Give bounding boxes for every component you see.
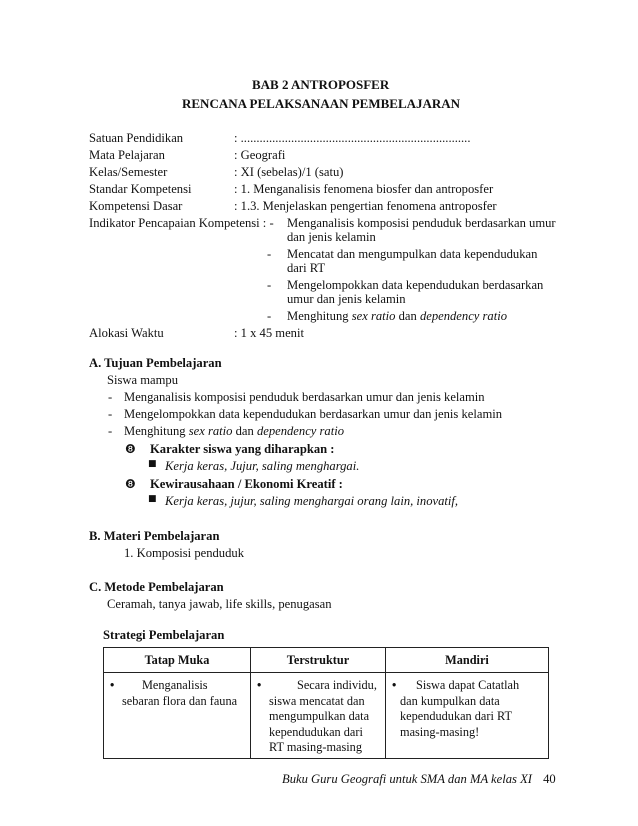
column-header: Tatap Muka (104, 648, 251, 673)
cell-line: dan kumpulkan data (400, 693, 500, 708)
indicator-item: Menganalisis komposisi penduduk berdasarkan umur (287, 216, 556, 230)
cell-line: mengumpulkan data (269, 709, 370, 723)
section-b-heading: B. Materi Pembelajaran (89, 529, 220, 543)
table-cell (251, 673, 386, 759)
page-footer (282, 772, 556, 787)
identity-value: : 1.3. Menjelaskan pengertian fenomena antroposfer (234, 199, 497, 213)
character-detail: Kerja keras, Jujur, saling menghargai. (165, 459, 360, 473)
column-header: Mandiri (386, 648, 549, 673)
identity-value: : XI (sebelas)/1 (satu) (234, 165, 344, 179)
footer-text: Buku Guru Geografi untuk SMA dan MA kelas XI (282, 772, 532, 786)
dash-bullet: - (267, 247, 272, 261)
section-a-intro: Siswa mampu (107, 373, 179, 387)
identity-value: : ......................................................................... (234, 131, 471, 145)
identity-value: : 1. Menganalisis fenomena biosfer dan antroposfer (234, 182, 494, 196)
character-heading: Karakter siswa yang diharapkan : (150, 442, 335, 456)
table-header-row (104, 648, 549, 673)
marker-icon: ❽ (125, 442, 136, 456)
dash-bullet: - (108, 424, 113, 438)
marker-icon: ❽ (125, 477, 136, 491)
table-cell (104, 673, 251, 759)
strategy-heading: Strategi Pembelajaran (103, 628, 225, 642)
cell-line: Secara individu, (297, 678, 377, 692)
allocation-label: Alokasi Waktu (89, 326, 164, 340)
cell-line: Siswa dapat Catatlah (416, 678, 520, 692)
allocation-value: : 1 x 45 menit (234, 326, 304, 340)
dash-bullet: - (267, 309, 272, 323)
cell-line: sebaran flora dan fauna (122, 693, 238, 708)
identity-label: Kompetensi Dasar (89, 199, 183, 213)
objective-item: Menganalisis komposisi penduduk berdasarkan umur dan jenis kelamin (124, 390, 485, 404)
identity-label: Mata Pelajaran (89, 148, 165, 162)
section-c-text: Ceramah, tanya jawab, life skills, penugasan (107, 597, 332, 611)
strategy-table (103, 647, 549, 759)
cell-line: Menganalisis (142, 678, 208, 692)
cell-line: RT masing-masing (269, 740, 362, 754)
cell-line: kependudukan dari RT (400, 709, 512, 723)
table-row (104, 673, 549, 759)
identity-value: : Geografi (234, 148, 286, 162)
table-cell (386, 673, 549, 759)
square-bullet-icon: ■ (148, 459, 157, 469)
page-title: RENCANA PELAKSANAAN PEMBELAJARAN (182, 96, 461, 111)
chapter-title: BAB 2 ANTROPOSFER (252, 77, 390, 92)
column-header: Terstruktur (251, 648, 386, 673)
entrepreneur-detail: Kerja keras, jujur, saling menghargai orang lain, inovatif, (165, 494, 459, 508)
identity-label: Kelas/Semester (89, 165, 168, 179)
section-c-heading: C. Metode Pembelajaran (89, 580, 224, 594)
bullet-icon: • (110, 678, 115, 692)
dash-bullet: - (108, 407, 113, 421)
indicator-item: Mengelompokkan data kependudukan berdasarkan (287, 278, 544, 292)
page-number: 40 (543, 772, 556, 786)
cell-line: siswa mencatat dan (269, 693, 365, 708)
indicator-item: umur dan jenis kelamin (287, 292, 406, 306)
cell-line: kependudukan dari (269, 724, 363, 739)
indicator-item: Mencatat dan mengumpulkan data kependudukan (287, 247, 538, 261)
dash-bullet: - (108, 390, 113, 404)
objective-item: Mengelompokkan data kependudukan berdasarkan umur dan jenis kelamin (124, 407, 503, 421)
indicator-label: Indikator Pencapaian Kompetensi : - (89, 216, 274, 230)
section-b-item: 1. Komposisi penduduk (124, 546, 244, 560)
entrepreneur-heading: Kewirausahaan / Ekonomi Kreatif : (150, 477, 343, 491)
bullet-icon: • (257, 678, 262, 692)
cell-line: masing-masing! (400, 724, 480, 739)
square-bullet-icon: ■ (148, 494, 157, 504)
indicator-item: dari RT (287, 261, 326, 275)
bullet-icon: • (392, 678, 397, 692)
indicator-item: Menghitung sex ratio dan dependency ratio (287, 309, 508, 323)
identity-label: Satuan Pendidikan (89, 131, 184, 145)
objective-item: Menghitung sex ratio dan dependency ratio (124, 424, 345, 438)
dash-bullet: - (267, 278, 272, 292)
identity-label: Standar Kompetensi (89, 182, 192, 196)
indicator-item: dan jenis kelamin (287, 230, 376, 244)
section-a-heading: A. Tujuan Pembelajaran (89, 356, 222, 370)
